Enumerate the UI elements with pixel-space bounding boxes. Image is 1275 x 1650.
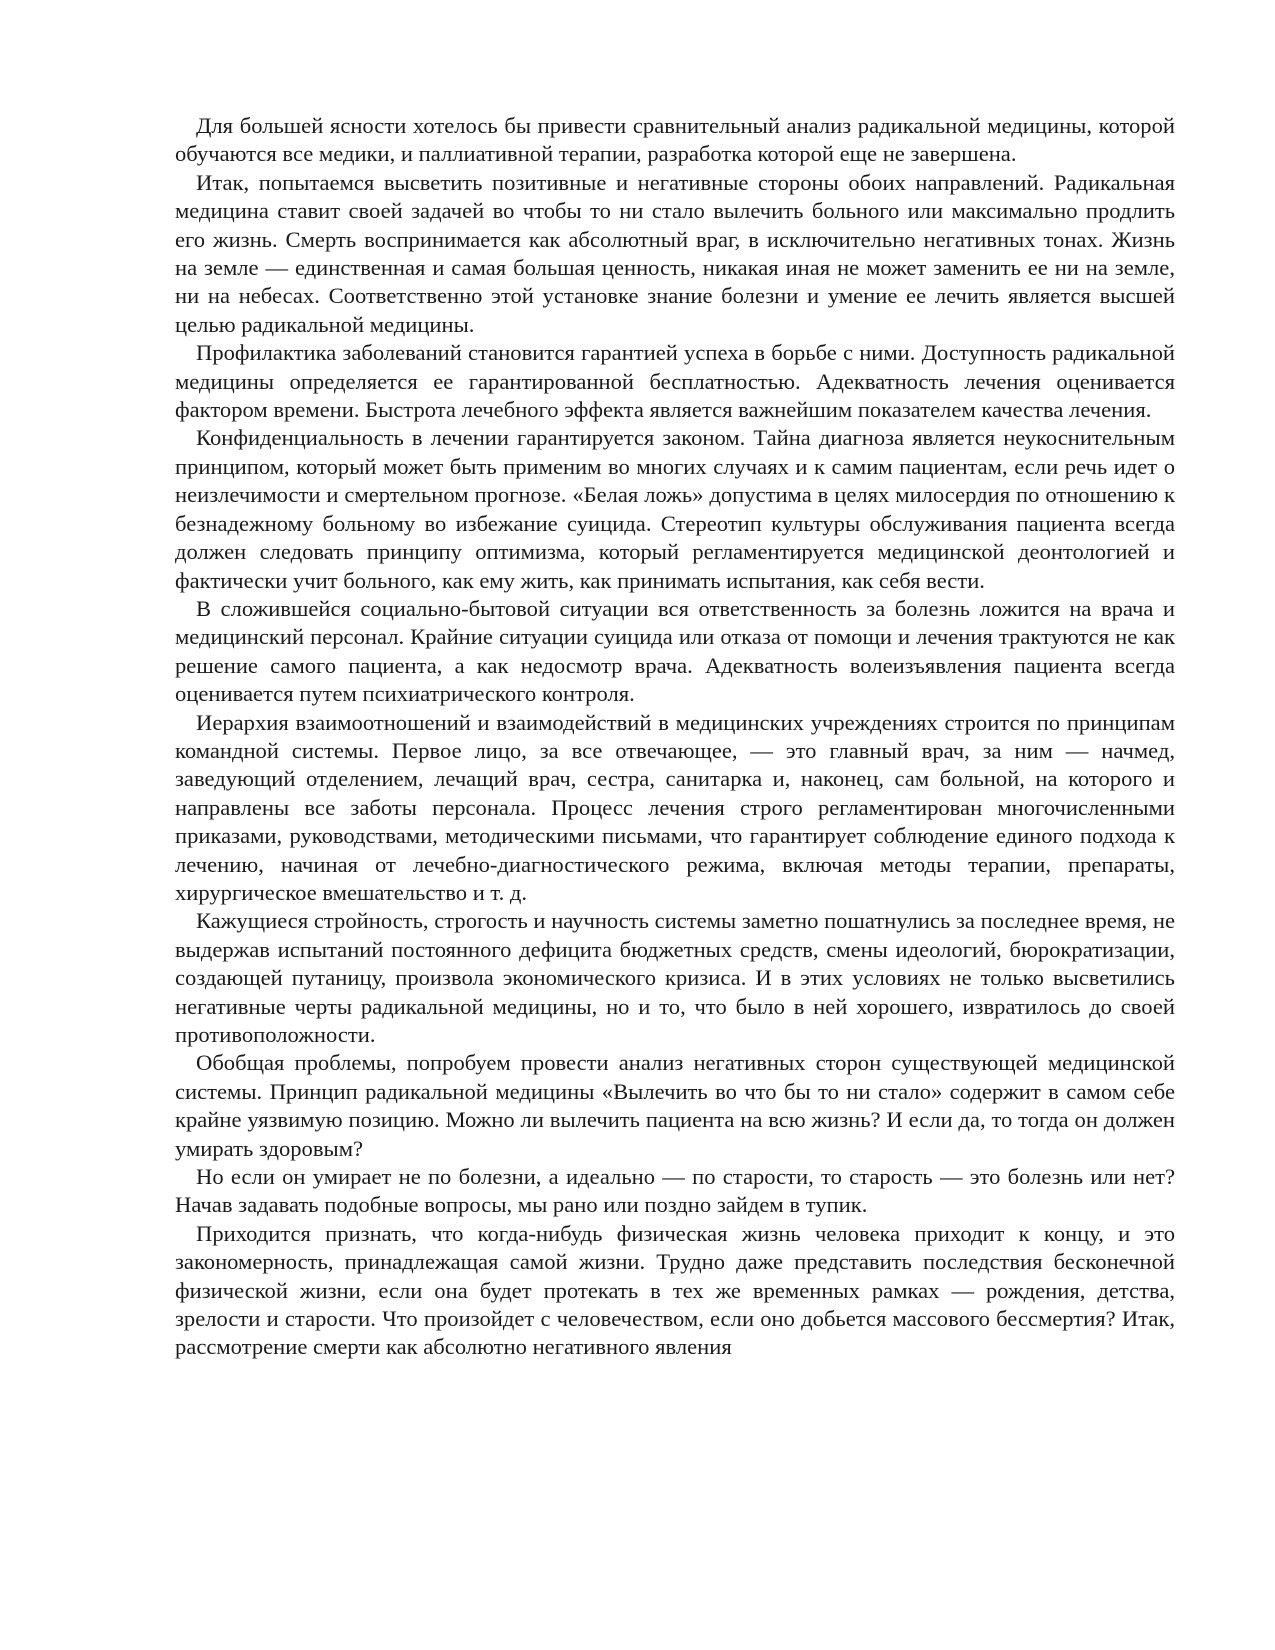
paragraph-1: Для большей ясности хотелось бы привести сравнительный анализ радикальной медицины, которой обучаются все медики, и паллиативной терапии, разработка которой еще не завершена. [175,113,1175,167]
paragraph-10: Приходится признать, что когда-нибудь физическая жизнь человека приходит к концу, и это закономерность, принадлежащая самой жизни. Трудно даже представить последствия бесконечной физической жизни, если она будет протекать в тех же временных рамках — рождения, детства, зрелости и старости. Что произойдет с человечеством, если оно добьется массового бессмертия? Итак, рассмотрение смерти как абсолютно негативного явления [175,1220,1175,1360]
paragraph-6: Иерархия взаимоотношений и взаимодействий в медицинских учреждениях строится по принципам командной системы. Первое лицо, за все отвечающее, — это главный врач, за ним — начмед, заведующий отделением, лечащий врач, сестра, санитарка и, наконец, сам больной, на которого и направлены все заботы персонала. Процесс лечения строго регламентирован многочисленными приказами, руководствами, методическими письмами, что гарантирует соблюдение единого подхода к лечению, начиная от лечебно-диагностического режима, включая методы терапии, препараты, хирургическое вмешательство и т. д. [175,709,1175,905]
document-page [175,112,1175,1362]
paragraph-2: Итак, попытаемся высветить позитивные и негативные стороны обоих направлений. Радикальная медицина ставит своей задачей во чтобы то ни стало вылечить больного или максимально продлить его жизнь. Смерть воспринимается как абсолютный враг, в исключительно негативных тонах. Жизнь на земле — единственная и самая большая ценность, никакая иная не может заменить ее ни на земле, ни на небесах. Соответственно этой установке знание болезни и умение ее лечить является высшей целью радикальной медицины. [175,169,1175,337]
paragraph-7: Кажущиеся стройность, строгость и научность системы заметно пошатнулись за последнее время, не выдержав испытаний постоянного дефицита бюджетных средств, смены идеологий, бюрократизации, создающей путаницу, произвола экономического кризиса. И в этих условиях не только высветились негативные черты радикальной медицины, но и то, что было в ней хорошего, извратилось до своей противоположности. [175,908,1175,1047]
paragraph-4: Конфиденциальность в лечении гарантируется законом. Тайна диагноза является неукоснительным принципом, который может быть применим во многих случаях и к самим пациентам, если речь идет о неизлечимости и смертельном прогнозе. «Белая ложь» допустима в целях милосердия по отношению к безнадежному больному во избежание суицида. Стереотип культуры обслуживания пациента всегда должен следовать принципу оптимизма, который регламентируется медицинской деонтологией и фактически учит больного, как ему жить, как принимать испытания, как себя вести. [175,425,1175,593]
paragraph-5: В сложившейся социально-бытовой ситуации вся ответственность за болезнь ложится на врача и медицинский персонал. Крайние ситуации суицида или отказа от помощи и лечения трактуются не как решение самого пациента, а как недосмотр врача. Адекватность волеизъявления пациента всегда оценивается путем психиатрического контроля. [175,595,1175,707]
paragraph-8: Обобщая проблемы, попробуем провести анализ негативных сторон существующей медицинской системы. Принцип радикальной медицины «Вылечить во что бы то ни стало» содержит в самом себе крайне уязвимую позицию. Можно ли вылечить пациента на всю жизнь? И если да, то тогда он должен умирать здоровым? [175,1050,1175,1161]
paragraph-3: Профилактика заболеваний становится гарантией успеха в борьбе с ними. Доступность радикальной медицины определяется ее гарантированной бесплатностью. Адекватность лечения оценивается фактором времени. Быстрота лечебного эффекта является важнейшим показателем качества лечения. [175,340,1175,423]
paragraph-9: Но если он умирает не по болезни, а идеально — по старости, то старость — это болезнь или нет? Начав задавать подобные вопросы, мы рано или поздно зайдем в тупик. [175,1164,1175,1218]
